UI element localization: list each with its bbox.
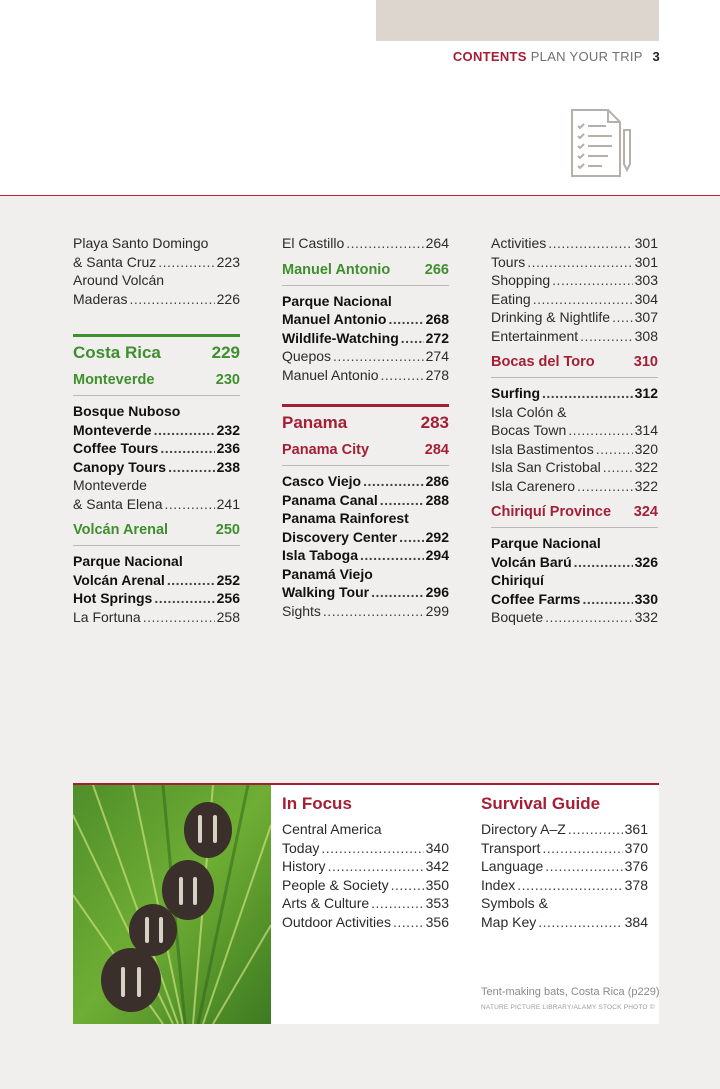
toc-entry: Panama Rainforest bbox=[282, 510, 409, 526]
toc-entry[interactable]: Surfing ..... 312 bbox=[491, 384, 658, 403]
toc-entry[interactable]: Map Key ..... 384 bbox=[481, 913, 648, 932]
photo-credit: NATURE PICTURE LIBRARY/ALAMY STOCK PHOTO © bbox=[481, 1004, 655, 1011]
toc-entry[interactable]: Quepos ..... 274 bbox=[282, 347, 449, 366]
toc-entry[interactable]: Manuel Antonio ..... 268 bbox=[282, 310, 449, 329]
toc-entry[interactable]: Isla Taboga ..... 294 bbox=[282, 546, 449, 565]
toc-entry[interactable]: Discovery Center ..... 292 bbox=[282, 528, 449, 547]
toc-entry[interactable]: Outdoor Activities ..... 356 bbox=[282, 913, 449, 932]
header-tab bbox=[376, 0, 659, 41]
toc-entry: Parque Nacional bbox=[491, 535, 601, 551]
in-focus-heading[interactable]: In Focus bbox=[282, 794, 352, 813]
document-checklist-icon bbox=[568, 106, 632, 180]
toc-entry: Chiriquí bbox=[491, 572, 544, 588]
bats-photo bbox=[73, 785, 271, 1024]
toc-entry[interactable]: Monteverde ..... 232 bbox=[73, 421, 240, 440]
toc-entry[interactable]: Volcán Barú ..... 326 bbox=[491, 553, 658, 572]
toc-entry[interactable]: Casco Viejo ..... 286 bbox=[282, 472, 449, 491]
toc-entry[interactable]: Index ..... 378 bbox=[481, 876, 648, 895]
toc-entry[interactable]: People & Society ..... 350 bbox=[282, 876, 449, 895]
toc-entry: Playa Santo Domingo bbox=[73, 235, 209, 251]
toc-entry[interactable]: Eating ..... 304 bbox=[491, 290, 658, 309]
toc-entry[interactable]: Directory A–Z ..... 361 bbox=[481, 820, 648, 839]
region-heading-bocas-del-toro[interactable]: Bocas del Toro 310 bbox=[491, 353, 658, 378]
contents-column-2 bbox=[282, 234, 449, 620]
toc-entry: Bosque Nuboso bbox=[73, 403, 181, 419]
country-heading-panama[interactable]: Panama 283 bbox=[282, 404, 449, 433]
region-heading-manuel-antonio[interactable]: Manuel Antonio 266 bbox=[282, 261, 449, 286]
running-head bbox=[453, 49, 660, 64]
toc-entry[interactable]: Wildlife-Watching ..... 272 bbox=[282, 329, 449, 348]
page-number: 3 bbox=[652, 49, 660, 64]
toc-entry[interactable]: Entertainment ..... 308 bbox=[491, 327, 658, 346]
toc-entry[interactable]: Coffee Tours ..... 236 bbox=[73, 439, 240, 458]
toc-entry[interactable]: Boquete ..... 332 bbox=[491, 608, 658, 627]
toc-entry[interactable]: Arts & Culture ..... 353 bbox=[282, 894, 449, 913]
toc-entry[interactable]: Sights ..... 299 bbox=[282, 602, 449, 621]
toc-entry: Symbols & bbox=[481, 895, 548, 911]
toc-entry[interactable]: Activities ..... 301 bbox=[491, 234, 658, 253]
toc-entry[interactable]: Drinking & Nightlife ..... 307 bbox=[491, 308, 658, 327]
running-head-section: CONTENTS bbox=[452, 49, 527, 64]
toc-entry[interactable]: Bocas Town ..... 314 bbox=[491, 421, 658, 440]
survival-guide-column bbox=[481, 794, 648, 931]
toc-entry[interactable]: Coffee Farms ..... 330 bbox=[491, 590, 658, 609]
toc-entry: Parque Nacional bbox=[73, 553, 183, 569]
toc-entry[interactable]: Maderas ..... 226 bbox=[73, 290, 240, 309]
toc-entry[interactable]: Manuel Antonio ..... 278 bbox=[282, 366, 449, 385]
toc-entry[interactable]: Transport ..... 370 bbox=[481, 839, 648, 858]
toc-entry[interactable]: History ..... 342 bbox=[282, 857, 449, 876]
toc-entry: Parque Nacional bbox=[282, 292, 392, 309]
toc-entry[interactable]: Isla San Cristobal ..... 322 bbox=[491, 458, 658, 477]
country-heading-costa-rica[interactable]: Costa Rica 229 bbox=[73, 334, 240, 363]
toc-entry[interactable]: El Castillo ..... 264 bbox=[282, 234, 449, 253]
toc-entry[interactable]: Tours ..... 301 bbox=[491, 253, 658, 272]
toc-entry[interactable]: Panama Canal ..... 288 bbox=[282, 491, 449, 510]
toc-entry[interactable]: Today ..... 340 bbox=[282, 839, 449, 858]
toc-entry[interactable]: Isla Carenero ..... 322 bbox=[491, 477, 658, 496]
in-focus-column bbox=[282, 794, 449, 931]
region-heading-panama-city[interactable]: Panama City 284 bbox=[282, 441, 449, 466]
region-heading-volcan-arenal[interactable]: Volcán Arenal 250 bbox=[73, 521, 240, 546]
toc-entry[interactable]: Canopy Tours ..... 238 bbox=[73, 458, 240, 477]
toc-entry[interactable]: Walking Tour ..... 296 bbox=[282, 583, 449, 602]
photo-caption: Tent-making bats, Costa Rica (p229) bbox=[481, 986, 660, 998]
toc-entry: Isla Colón & bbox=[491, 403, 567, 420]
region-heading-chiriqui-province[interactable]: Chiriquí Province 324 bbox=[491, 503, 658, 528]
toc-entry[interactable]: Shopping ..... 303 bbox=[491, 271, 658, 290]
toc-entry: Monteverde bbox=[73, 477, 147, 493]
toc-entry[interactable]: & Santa Elena ..... 241 bbox=[73, 495, 240, 514]
toc-entry: Central America bbox=[282, 821, 382, 837]
contents-column-1 bbox=[73, 234, 240, 626]
region-heading-monteverde[interactable]: Monteverde 230 bbox=[73, 371, 240, 396]
running-head-title: PLAN YOUR TRIP bbox=[530, 49, 643, 64]
toc-entry: Panamá Viejo bbox=[282, 565, 373, 582]
survival-guide-heading[interactable]: Survival Guide bbox=[481, 794, 601, 813]
toc-entry[interactable]: Volcán Arenal ..... 252 bbox=[73, 571, 240, 590]
toc-entry[interactable]: Language ..... 376 bbox=[481, 857, 648, 876]
toc-entry[interactable]: La Fortuna ..... 258 bbox=[73, 608, 240, 627]
toc-entry[interactable]: & Santa Cruz ..... 223 bbox=[73, 253, 240, 272]
toc-entry[interactable]: Hot Springs ..... 256 bbox=[73, 589, 240, 608]
contents-column-3 bbox=[491, 234, 658, 627]
toc-entry[interactable]: Isla Bastimentos ..... 320 bbox=[491, 440, 658, 459]
toc-entry: Around Volcán bbox=[73, 272, 165, 288]
